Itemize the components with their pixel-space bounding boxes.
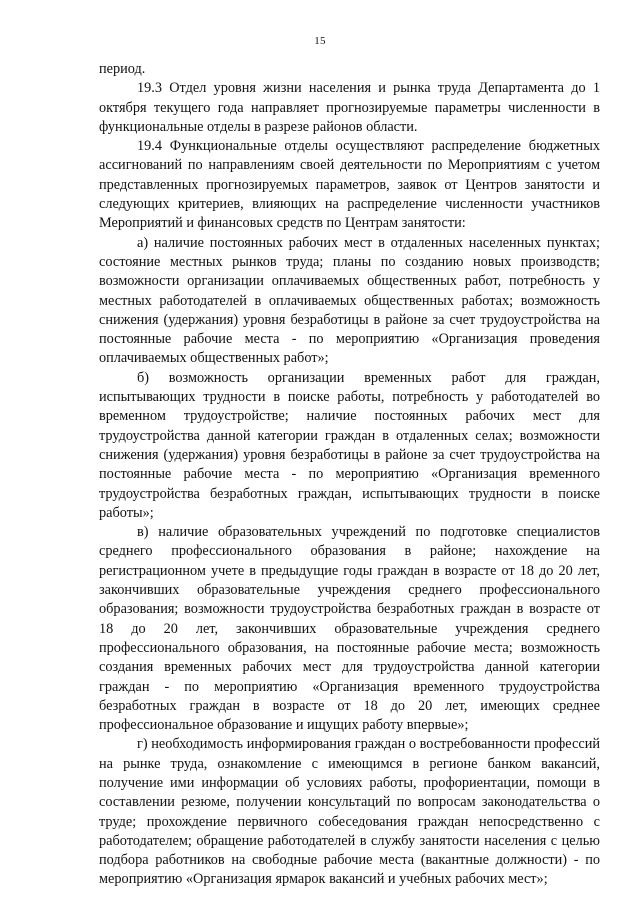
paragraph-19-4: 19.4 Функциональные отделы осуществляют распределение бюджетных ассигнований по направлениям своей деятельности по Мероприятиям с учетом представленных прогнозируемых параметров, заявок от Центров занятости и следующих критериев, влияющих на распределение численности участников Мероприятий и финансовых средств по Центрам занятости: <box>99 138 600 232</box>
paragraph-item-g: г) необходимость информирования граждан о востребованности профессий на рынке труда, ознакомление с имеющимся в регионе банком вакансий, получение ими информации об условиях работы, профориентации, помощи в составлении резюме, получении консультаций по вопросам законодательства о труде; прохождение первичного собеседования граждан непосредственно с работодателем; обращение работодателей в службу занятости населения с целью подбора работников на свободные рабочие места (вакантные должности) - по мероприятию «Организация ярмарок вакансий и учебных рабочих мест»; <box>99 736 600 888</box>
document-body <box>99 60 600 890</box>
paragraph-continuation: период. <box>99 61 146 77</box>
page-number: 15 <box>314 35 326 47</box>
paragraph-item-b: б) возможность организации временных работ для граждан, испытывающих трудности в поиске работы, потребность у работодателей во временном трудоустройстве; наличие постоянных рабочих мест для трудоустройства данной категории граждан в отдаленных селах; возможности снижения (удержания) уровня безработицы в районе за счет трудоустройства на постоянные рабочие места - по мероприятию «Организация временного трудоустройства безработных граждан, испытывающих трудности в поиске работы»; <box>99 369 600 521</box>
paragraph-item-a: а) наличие постоянных рабочих мест в отдаленных населенных пунктах; состояние местных рынков труда; планы по созданию новых производств; возможности организации оплачиваемых общественных работ, потребность у местных работодателей в оплачиваемых общественных работах; возможность снижения (удержания) уровня безработицы в районе за счет трудоустройства на постоянные рабочие места - по мероприятию «Организация проведения оплачиваемых общественных работ»; <box>99 234 600 367</box>
paragraph-item-v: в) наличие образовательных учреждений по подготовке специалистов среднего профессионального образования в районе; нахождение на регистрационном учете в предыдущие годы граждан в возрасте от 18 до 20 лет, закончивших образовательные учреждения среднего профессионального образования; возможности трудоустройства безработных граждан в возрасте от 18 до 20 лет, закончивших образовательные учреждения среднего профессионального образования, на постоянные рабочие места; возможность создания временных рабочих мест для трудоустройства данной категории граждан - по мероприятию «Организация временного трудоустройства безработных граждан в возрасте от 18 до 20 лет, имеющих среднее профессиональное образование и ищущих работу впервые»; <box>99 524 600 734</box>
paragraph-19-3: 19.3 Отдел уровня жизни населения и рынка труда Департамента до 1 октября текущего года направляет прогнозируемые параметры численности в функциональные отделы в разрезе районов области. <box>99 80 600 135</box>
